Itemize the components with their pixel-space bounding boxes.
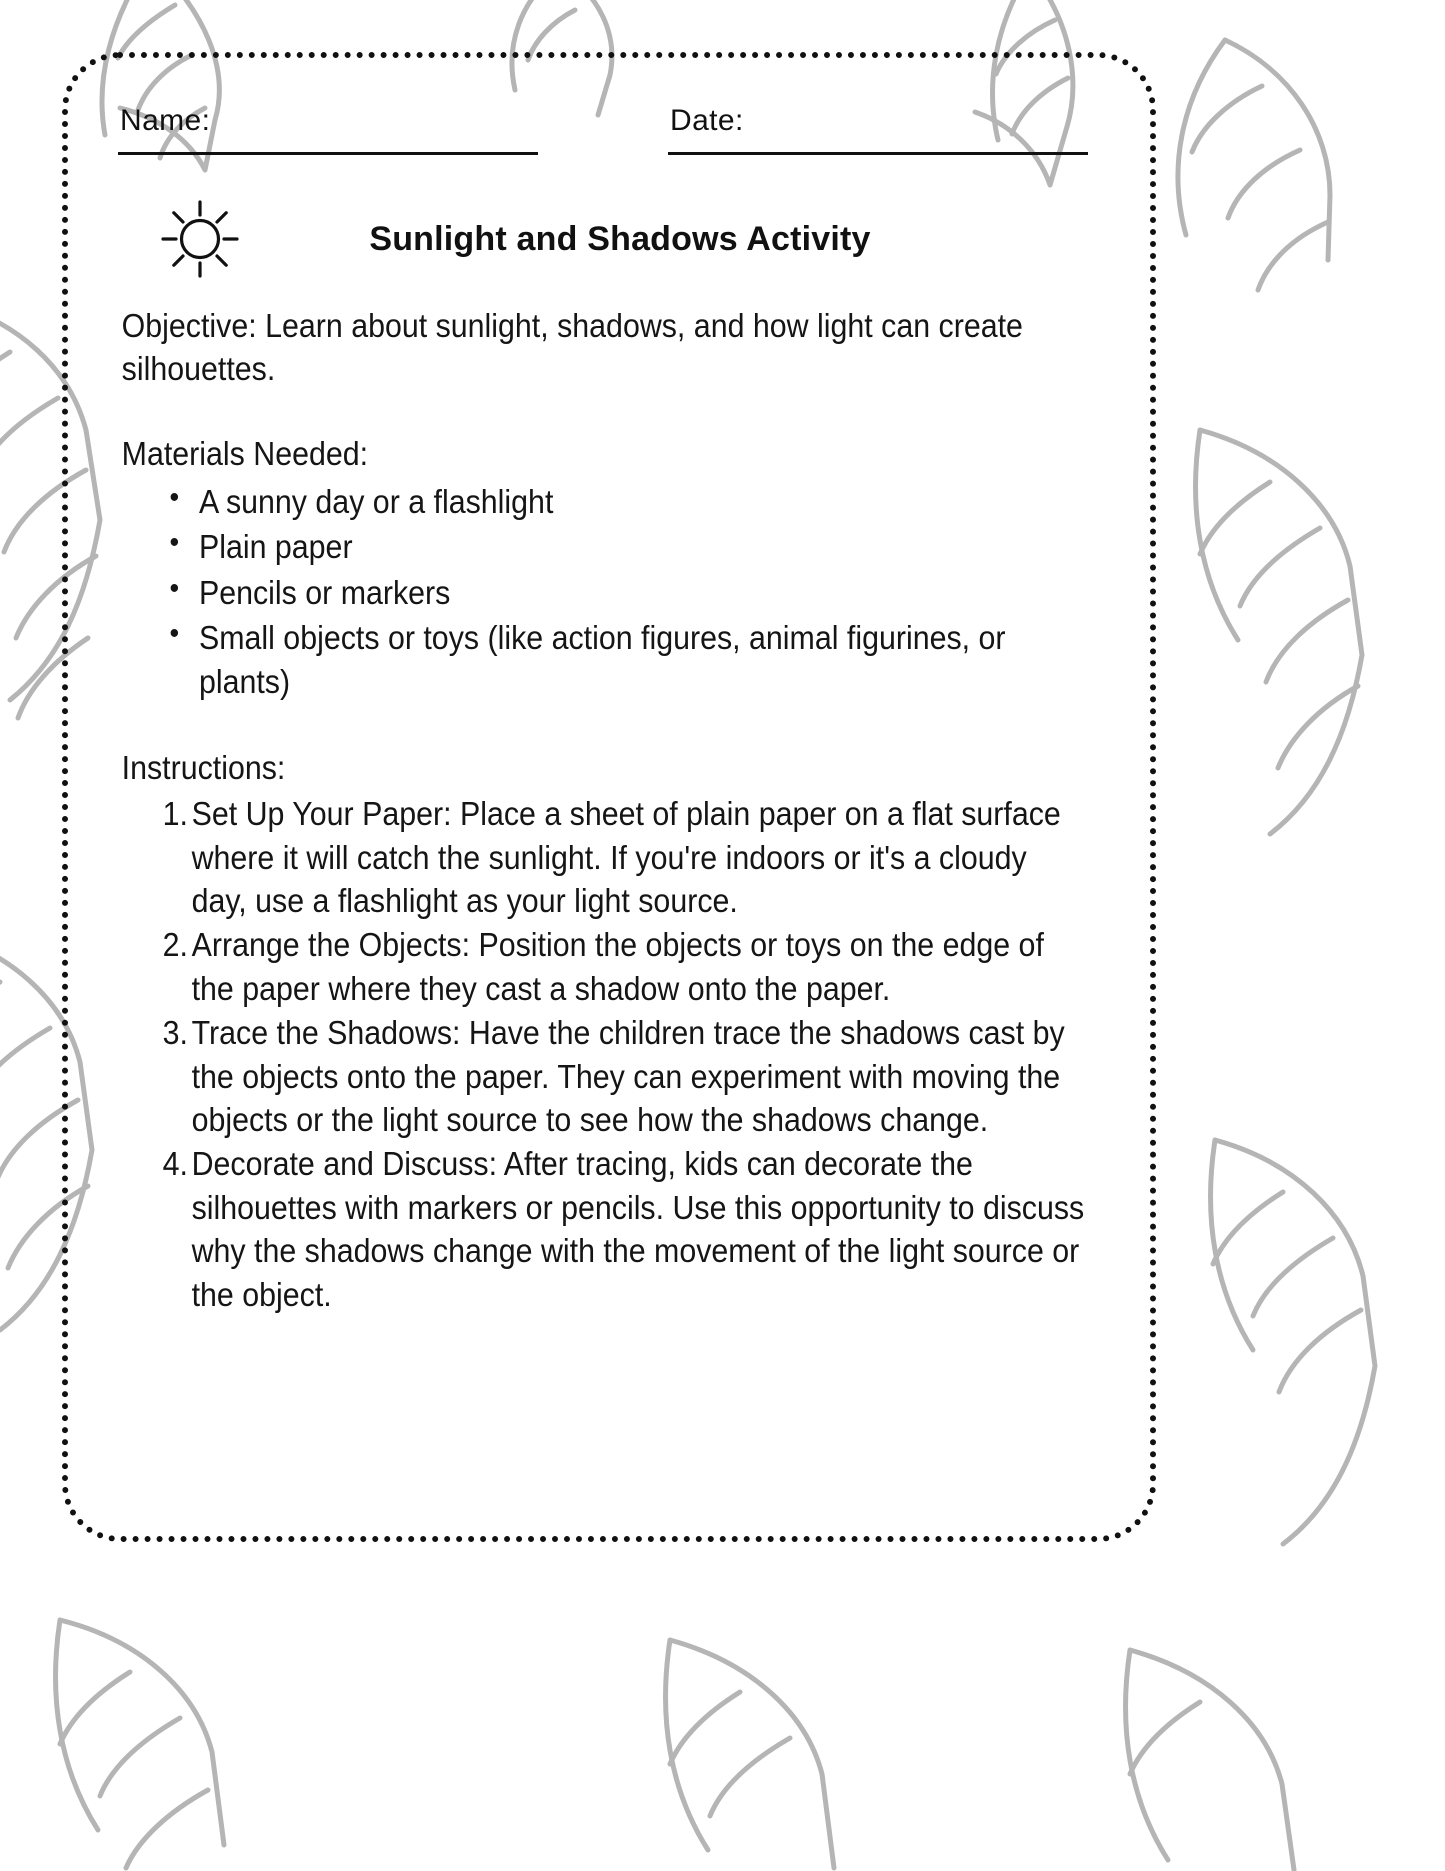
name-write-line[interactable] [118, 152, 538, 155]
leaf-bottom-right [1126, 1650, 1294, 1870]
spacer-after-objective [118, 391, 1088, 433]
spacer-after-materials [118, 705, 1088, 747]
list-item: • Plain paper [166, 525, 1088, 569]
materials-heading: Materials Needed: [121, 434, 369, 472]
instructions-list [118, 792, 1088, 1316]
leaf-bottom-center [666, 1640, 834, 1868]
sun-icon [152, 193, 248, 285]
list-item: Decorate and Discuss: After tracing, kids can decorate the silhouettes with markers or pencils. Use this opportunity to discuss why the shadows change with the movement of the light source or the object. [191, 1145, 1085, 1313]
list-item: Set Up Your Paper: Place a sheet of plain paper on a flat surface where it will catch the sunlight. If you're indoors or it's a cloudy day, use a flashlight as your light source. [191, 795, 1061, 920]
leaf-right-edge [1196, 430, 1362, 834]
leaf-right-lower [1211, 1140, 1375, 1544]
materials-list [118, 480, 1088, 704]
worksheet-body [118, 305, 1088, 1316]
date-label: Date: [670, 104, 744, 137]
list-item: • A sunny day or a flashlight [166, 480, 1088, 524]
objective-text: Objective: Learn about sunlight, shadows, and how light can create silhouettes. [121, 307, 1023, 387]
list-item: • Small objects or toys (like action figures, animal figurines, or plants) [166, 616, 1088, 703]
name-field-block[interactable] [118, 106, 538, 155]
list-item: Trace the Shadows: Have the children trace the shadows cast by the objects onto the paper. They can experiment with moving the objects or the light source to see how the shadows change. [191, 1014, 1065, 1139]
list-item: • Pencils or markers [166, 571, 1088, 615]
title-row [118, 199, 1088, 279]
leaf-bottom-left [56, 1620, 224, 1868]
name-date-row [118, 106, 1088, 155]
instructions-heading: Instructions: [121, 749, 286, 787]
date-field-block[interactable] [668, 106, 1088, 155]
page-title: Sunlight and Shadows Activity [369, 219, 871, 258]
list-item: Arrange the Objects: Position the objects or toys on the edge of the paper where they cast a shadow onto the paper. [191, 926, 1044, 1007]
date-write-line[interactable] [668, 152, 1088, 155]
name-label: Name: [120, 104, 211, 137]
worksheet-content [62, 52, 1144, 1530]
